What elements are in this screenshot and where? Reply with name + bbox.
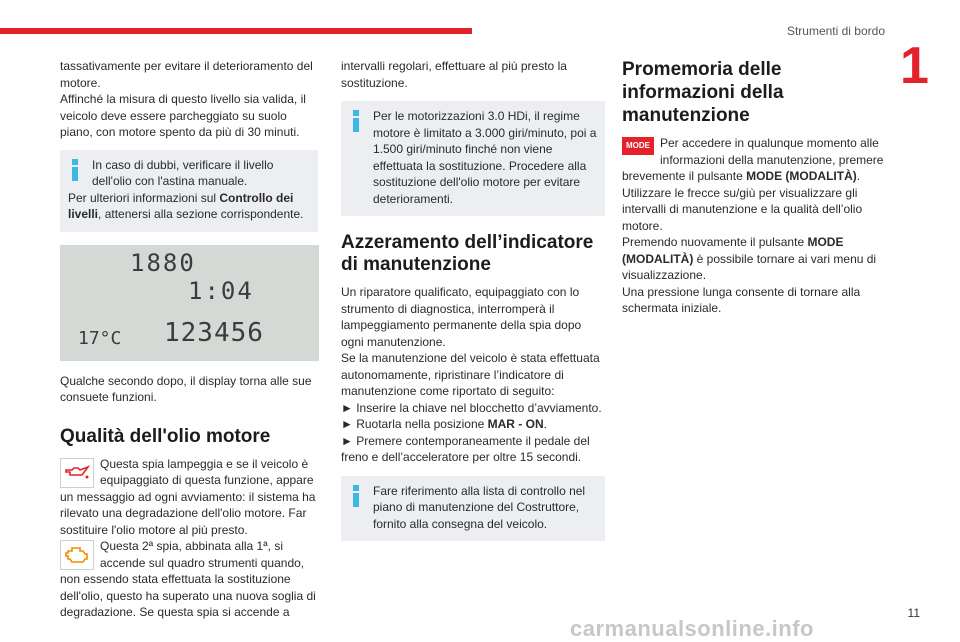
- column-3: [622, 58, 884, 317]
- mode-paragraph: MODE Per accedere in qualunque momento alle informazioni della manutenzione, premere brevemente il pulsante MODE (MODALITÀ).: [622, 136, 884, 183]
- step: ► Ruotarla nella posizione MAR - ON.: [341, 417, 547, 431]
- note-text: In caso di dubbi, verificare il livello dell'olio con l'astina manuale.: [92, 157, 274, 188]
- header-red-bar: [0, 28, 472, 34]
- heading-oil-quality: Qualità dell'olio motore: [60, 425, 271, 447]
- step: ► Inserire la chiave nel blocchetto d’avviamento.: [341, 400, 602, 415]
- step: ► Premere contemporaneamente il pedale del freno e dell’acceleratore per oltre 15 secondi.: [341, 433, 590, 464]
- instrument-display-image: [60, 245, 319, 361]
- section-title: Strumenti di bordo: [786, 24, 885, 38]
- paragraph: Qualche secondo dopo, il display torna alle sue consuete funzioni.: [60, 373, 312, 404]
- paragraph: Se la manutenzione del veicolo è stata effettuata autonomamente, ripristinare l’indicatore di manutenzione come riportato di seguito:: [341, 351, 600, 398]
- engine-warning-icon: [60, 540, 94, 570]
- display-temperature: 17°C: [78, 327, 122, 349]
- heading-maintenance-reminder: Promemoria delle informazioni della manutenzione: [622, 59, 784, 126]
- engine-warning-paragraph: Questa 2ª spia, abbinata alla 1ª, si accende sul quadro strumenti quando, non essendo stata effettuata la sostituzione dell'olio, questo ha superato una nuova soglia di degradazione. Se questa spia si accende a: [60, 539, 316, 619]
- display-time: 1:04: [188, 276, 254, 305]
- heading-reset-indicator: Azzeramento dell’indicatore di manutenzione: [341, 232, 594, 275]
- mode-button-icon: MODE: [622, 137, 654, 155]
- note-text: Per ulteriori informazioni sul Controllo dei livelli, attenersi alla sezione corrispondente.: [68, 190, 304, 221]
- info-icon: [353, 110, 359, 132]
- paragraph: Utilizzare le frecce su/giù per visualizzare gli intervalli di manutenzione e la qualità dell’olio motore.: [622, 185, 863, 233]
- display-odometer: 123456: [164, 317, 264, 348]
- paragraph: Affinché la misura di questo livello sia valida, il veicolo deve essere parcheggiato su suolo piano, con motore spento da più di 30 minuti.: [60, 92, 306, 139]
- watermark: carmanualsonline.info: [570, 616, 814, 641]
- oil-can-icon: [60, 458, 94, 488]
- display-top-value: 1880: [130, 248, 196, 277]
- paragraph: intervalli regolari, effettuare al più presto la sostituzione.: [341, 59, 567, 90]
- info-note: [341, 101, 605, 216]
- page-number: 11: [907, 606, 920, 620]
- column-2: [341, 58, 605, 551]
- paragraph: tassativamente per evitare il deterioramento del motore.: [60, 59, 313, 90]
- chapter-number: 1: [900, 37, 929, 95]
- column-1: [60, 58, 318, 621]
- note-text: Per le motorizzazioni 3.0 HDi, il regime motore è limitato a 3.000 giri/minuto, poi a 1.500 giri/minuto finché non viene effettuata la sostituzione. Procedere alla sostituzione dell'olio motore per evitare deterioramenti.: [373, 109, 597, 206]
- info-icon: [72, 159, 78, 181]
- oil-warning-paragraph: Questa spia lampeggia e se il veicolo è equipaggiato di questa funzione, appare un messaggio ad ogni avviamento: il sistema ha rilevato una degradazione dell'olio motore. Far sostituire l'olio motore al più presto.: [60, 456, 316, 537]
- info-note: [341, 476, 605, 542]
- paragraph: Un riparatore qualificato, equipaggiato con lo strumento di diagnostica, interromperà il lampeggiamento permanente della spia dopo ogni manutenzione.: [341, 285, 582, 349]
- info-icon: [353, 485, 359, 507]
- note-text: Fare riferimento alla lista di controllo nel piano di manutenzione del Costruttore, fornito alla consegna del veicolo.: [373, 483, 586, 531]
- paragraph: Una pressione lunga consente di tornare alla schermata iniziale.: [622, 284, 861, 315]
- info-note: [60, 150, 318, 232]
- paragraph: Premendo nuovamente il pulsante MODE (MODALITÀ) è possibile tornare ai vari menu di visualizzazione.: [622, 235, 877, 282]
